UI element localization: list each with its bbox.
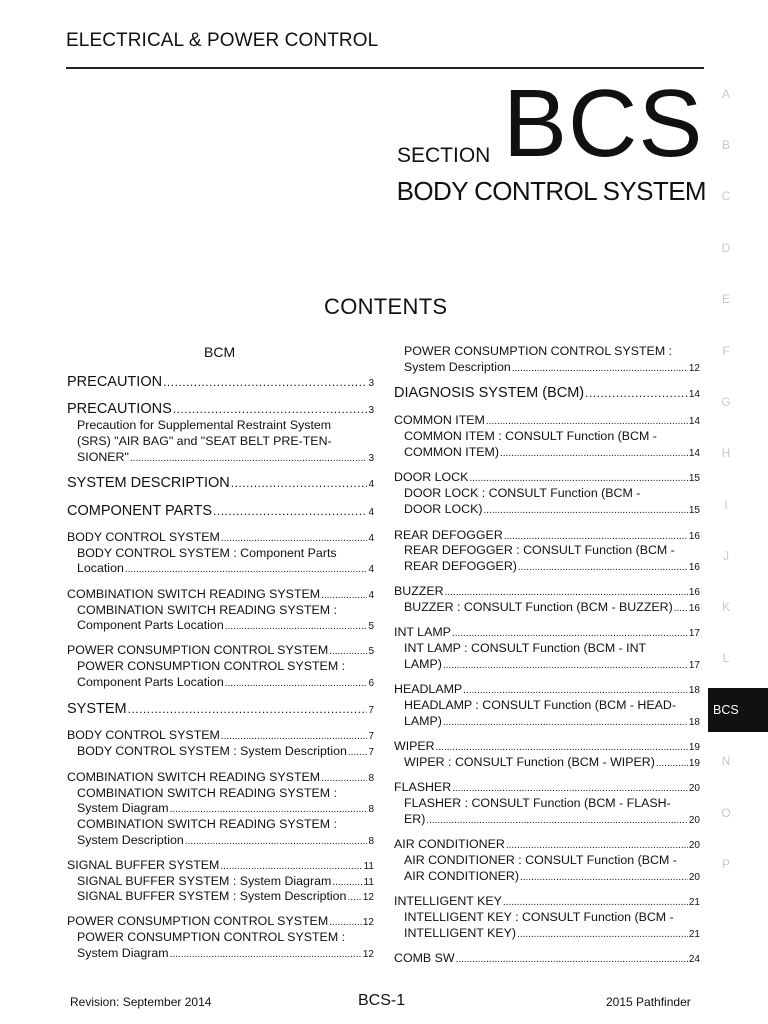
- toc-entry-page: 20: [688, 783, 700, 794]
- toc-entry[interactable]: [404, 714, 700, 728]
- toc-entry[interactable]: [77, 946, 374, 960]
- toc-entry-page: 4: [368, 564, 374, 575]
- toc-entry-page: 18: [688, 717, 700, 728]
- toc-dot-leader: [520, 872, 688, 883]
- toc-entry-title: Location: [77, 561, 124, 575]
- section-tab-letter[interactable]: A: [721, 87, 730, 101]
- toc-entry-page: 21: [688, 897, 700, 908]
- toc-entry-title: PRECAUTION: [67, 374, 163, 390]
- toc-entry-page: 20: [688, 815, 700, 826]
- toc-entry-title: System Description: [404, 360, 511, 374]
- section-code: BCS: [503, 70, 704, 177]
- toc-entry[interactable]: [67, 643, 374, 657]
- toc-entry-page: 11: [363, 861, 374, 872]
- toc-entry[interactable]: [67, 401, 374, 417]
- toc-entry-title: COMBINATION SWITCH READING SYSTEM: [67, 770, 321, 784]
- section-name: BODY CONTROL SYSTEM: [396, 176, 706, 206]
- toc-entry[interactable]: [404, 869, 700, 883]
- toc-entry[interactable]: [404, 502, 700, 516]
- toc-entry[interactable]: [77, 675, 374, 689]
- toc-entry-title: WIPER : CONSULT Function (BCM - WIPER): [404, 755, 655, 769]
- toc-dot-leader: [426, 815, 688, 826]
- toc-entry[interactable]: [394, 470, 700, 484]
- toc-entry-page: 15: [688, 505, 700, 516]
- section-tab-letter[interactable]: H: [721, 446, 731, 460]
- toc-entry-page: 8: [368, 773, 374, 784]
- toc-dot-leader: [443, 660, 688, 671]
- toc-entry-title: BUZZER : CONSULT Function (BCM - BUZZER): [404, 600, 673, 614]
- toc-dot-leader: [486, 416, 688, 427]
- toc-entry-title: BODY CONTROL SYSTEM: [67, 530, 220, 544]
- toc-entry[interactable]: [67, 503, 374, 519]
- toc-entry[interactable]: [77, 450, 374, 464]
- contents-title: CONTENTS: [324, 294, 448, 319]
- toc-dot-leader: [436, 742, 688, 753]
- toc-dot-leader: [225, 678, 368, 689]
- toc-entry[interactable]: [404, 755, 700, 769]
- toc-entry[interactable]: [394, 837, 700, 851]
- toc-entry-title: Component Parts Location: [77, 618, 224, 632]
- toc-entry-page: 3: [368, 378, 374, 389]
- toc-dot-leader: [443, 717, 688, 728]
- section-tab-letter[interactable]: C: [721, 189, 731, 203]
- toc-entry[interactable]: [394, 951, 700, 965]
- toc-entry-page: 3: [368, 405, 374, 416]
- toc-entry-continuation: COMBINATION SWITCH READING SYSTEM :: [77, 817, 337, 831]
- toc-entry-title: COMB SW: [394, 951, 455, 965]
- toc-dot-leader: [173, 402, 368, 416]
- toc-entry-title: DIAGNOSIS SYSTEM (BCM): [394, 385, 585, 401]
- section-tab-letter[interactable]: E: [721, 292, 730, 306]
- toc-dot-leader: [348, 747, 368, 758]
- toc-entry[interactable]: [394, 413, 700, 427]
- toc-entry[interactable]: [394, 739, 700, 753]
- toc-entry[interactable]: [394, 385, 700, 401]
- toc-entry-page: 18: [688, 685, 700, 696]
- toc-entry[interactable]: [67, 858, 374, 872]
- toc-entry-page: 14: [688, 448, 700, 459]
- toc-entry-page: 19: [688, 742, 700, 753]
- toc-entry[interactable]: [404, 926, 700, 940]
- toc-dot-leader: [170, 804, 368, 815]
- section-tab-letter[interactable]: G: [721, 395, 731, 409]
- toc-dot-leader: [517, 929, 688, 940]
- toc-entry-page: 7: [368, 747, 374, 758]
- toc-entry[interactable]: [77, 618, 374, 632]
- toc-entry-title: SIONER": [77, 450, 129, 464]
- toc-entry-title: ER): [404, 812, 426, 826]
- toc-entry[interactable]: [67, 914, 374, 928]
- toc-entry-continuation: BODY CONTROL SYSTEM : Component Parts: [77, 546, 337, 560]
- toc-dot-leader: [231, 476, 368, 490]
- toc-entry-page: 12: [688, 363, 700, 374]
- toc-entry-title: INT LAMP: [394, 625, 451, 639]
- section-word: SECTION: [397, 144, 491, 167]
- toc-entry-page: 14: [688, 416, 700, 427]
- toc-dot-leader: [469, 473, 688, 484]
- toc-entry-continuation: INT LAMP : CONSULT Function (BCM - INT: [404, 641, 647, 655]
- toc-entry-title: INTELLIGENT KEY): [404, 926, 517, 940]
- toc-entry-title: System Diagram: [77, 946, 169, 960]
- toc-entry[interactable]: [404, 657, 700, 671]
- toc-entry-page: 4: [368, 590, 374, 601]
- toc-entry-page: 12: [362, 949, 374, 960]
- toc-entry-page: 3: [368, 453, 374, 464]
- toc-entry-page: 20: [688, 872, 700, 883]
- toc-dot-leader: [220, 861, 362, 872]
- toc-entry-title: COMMON ITEM: [394, 413, 485, 427]
- toc-dot-leader: [506, 840, 688, 851]
- toc-entry-page: 16: [688, 587, 700, 598]
- toc-entry[interactable]: [394, 625, 700, 639]
- toc-entry-continuation: POWER CONSUMPTION CONTROL SYSTEM :: [77, 659, 346, 673]
- section-tab-letter[interactable]: F: [722, 344, 730, 358]
- toc-entry-title: HEADLAMP: [394, 682, 463, 696]
- toc-dot-leader: [504, 531, 688, 542]
- section-tab-letter[interactable]: O: [721, 806, 731, 820]
- toc-entry-title: WIPER: [394, 739, 435, 753]
- section-tab-letter[interactable]: B: [721, 138, 730, 152]
- toc-entry-title: AIR CONDITIONER): [404, 869, 519, 883]
- toc-entry-title: POWER CONSUMPTION CONTROL SYSTEM: [67, 914, 329, 928]
- toc-dot-leader: [483, 505, 687, 516]
- section-tab-letter[interactable]: L: [722, 651, 730, 665]
- toc-dot-leader: [221, 731, 368, 742]
- header-divider: [66, 67, 704, 69]
- toc-entry-title: DOOR LOCK: [394, 470, 469, 484]
- toc-entry-title: COMPONENT PARTS: [67, 503, 213, 519]
- toc-entry-title: INTELLIGENT KEY: [394, 894, 502, 908]
- toc-dot-leader: [170, 949, 362, 960]
- section-tab-letter[interactable]: P: [721, 857, 730, 871]
- toc-dot-leader: [213, 504, 367, 518]
- toc-entry-continuation: COMBINATION SWITCH READING SYSTEM :: [77, 603, 337, 617]
- toc-entry-page: 11: [363, 877, 374, 888]
- toc-dot-leader: [332, 877, 362, 888]
- toc-entry-page: 7: [368, 731, 374, 742]
- toc-entry[interactable]: [404, 445, 700, 459]
- toc-entry[interactable]: [67, 530, 374, 544]
- toc-dot-leader: [503, 897, 688, 908]
- toc-dot-leader: [128, 702, 368, 716]
- toc-entry[interactable]: [77, 561, 374, 575]
- toc-entry-title: System Description: [77, 833, 184, 847]
- toc-entry-page: 5: [368, 646, 374, 657]
- toc-entry-page: 8: [368, 804, 374, 815]
- toc-entry[interactable]: [77, 889, 374, 903]
- toc-entry-title: BODY CONTROL SYSTEM: [67, 728, 220, 742]
- toc-dot-leader: [130, 453, 368, 464]
- toc-entry-title: SIGNAL BUFFER SYSTEM : System Description: [77, 889, 347, 903]
- toc-entry[interactable]: [394, 682, 700, 696]
- toc-entry[interactable]: [404, 812, 700, 826]
- toc-entry-page: 16: [688, 603, 700, 614]
- toc-entry[interactable]: [67, 587, 374, 601]
- toc-entry-page: 17: [688, 660, 700, 671]
- toc-entry-title: LAMP): [404, 714, 442, 728]
- toc-entry-continuation: REAR DEFOGGER : CONSULT Function (BCM -: [404, 543, 675, 557]
- toc-dot-leader: [225, 621, 368, 632]
- section-tab-letter[interactable]: J: [723, 549, 729, 563]
- footer-page-number: BCS-1: [358, 992, 406, 1009]
- toc-entry-title: REAR DEFOGGER: [394, 528, 503, 542]
- toc-entry-continuation: Precaution for Supplemental Restraint System: [77, 418, 332, 432]
- toc-entry[interactable]: [67, 701, 374, 717]
- toc-entry-title: SYSTEM DESCRIPTION: [67, 475, 230, 491]
- toc-dot-leader: [125, 564, 368, 575]
- toc-entry-title: Component Parts Location: [77, 675, 224, 689]
- toc-entry-page: 17: [688, 628, 700, 639]
- toc-dot-leader: [445, 587, 688, 598]
- toc-entry-page: 19: [688, 758, 700, 769]
- toc-dot-leader: [185, 836, 368, 847]
- toc-entry-title: SIGNAL BUFFER SYSTEM : System Diagram: [77, 874, 332, 888]
- toc-dot-leader: [329, 917, 362, 928]
- toc-dot-leader: [329, 646, 367, 657]
- toc-entry-title: BODY CONTROL SYSTEM : System Description: [77, 744, 347, 758]
- toc-entry[interactable]: [404, 360, 700, 374]
- section-tab-active[interactable]: BCS: [708, 688, 768, 732]
- toc-dot-leader: [463, 685, 688, 696]
- toc-entry-continuation: HEADLAMP : CONSULT Function (BCM - HEAD-: [404, 698, 676, 712]
- toc-entry[interactable]: [67, 770, 374, 784]
- toc-entry-title: COMMON ITEM): [404, 445, 499, 459]
- toc-entry-continuation: POWER CONSUMPTION CONTROL SYSTEM :: [77, 930, 346, 944]
- toc-dot-leader: [452, 628, 688, 639]
- toc-entry-page: 8: [368, 836, 374, 847]
- toc-dot-leader: [456, 954, 688, 965]
- contents-group-label: BCM: [204, 344, 236, 360]
- toc-entry-page: 12: [362, 892, 374, 903]
- toc-dot-leader: [585, 386, 688, 400]
- toc-entry-page: 7: [368, 705, 374, 716]
- toc-entry[interactable]: [404, 600, 700, 614]
- toc-entry-page: 21: [688, 929, 700, 940]
- toc-entry-title: SYSTEM: [67, 701, 127, 717]
- toc-entry[interactable]: [77, 833, 374, 847]
- footer-model: 2015 Pathfinder: [606, 995, 691, 1009]
- toc-entry-title: FLASHER: [394, 780, 452, 794]
- section-tab-letter[interactable]: N: [721, 754, 731, 768]
- toc-entry[interactable]: [67, 728, 374, 742]
- toc-entry-title: BUZZER: [394, 584, 444, 598]
- toc-dot-leader: [452, 783, 688, 794]
- section-tab-letter[interactable]: K: [721, 600, 730, 614]
- toc-entry[interactable]: [394, 528, 700, 542]
- toc-entry[interactable]: [394, 894, 700, 908]
- toc-entry-page: 16: [688, 562, 700, 573]
- toc-dot-leader: [347, 892, 361, 903]
- toc-entry[interactable]: [394, 780, 700, 794]
- toc-entry[interactable]: [394, 584, 700, 598]
- toc-entry[interactable]: [77, 801, 374, 815]
- toc-entry-title: PRECAUTIONS: [67, 401, 172, 417]
- section-tab-letter[interactable]: I: [724, 498, 728, 512]
- toc-entry-page: 12: [362, 917, 374, 928]
- toc-entry-continuation: INTELLIGENT KEY : CONSULT Function (BCM -: [404, 910, 674, 924]
- toc-entry-page: 4: [368, 479, 374, 490]
- toc-entry-continuation: (SRS) "AIR BAG" and "SEAT BELT PRE-TEN-: [77, 434, 332, 448]
- toc-entry[interactable]: [77, 874, 374, 888]
- toc-entry-continuation: FLASHER : CONSULT Function (BCM - FLASH-: [404, 796, 671, 810]
- toc-entry-page: 15: [688, 473, 700, 484]
- toc-entry-continuation: COMBINATION SWITCH READING SYSTEM :: [77, 786, 337, 800]
- toc-entry-continuation: AIR CONDITIONER : CONSULT Function (BCM -: [404, 853, 677, 867]
- toc-dot-leader: [500, 448, 688, 459]
- toc-entry-page: 20: [688, 840, 700, 851]
- toc-entry-title: POWER CONSUMPTION CONTROL SYSTEM: [67, 643, 329, 657]
- toc-entry-page: 4: [368, 507, 374, 518]
- toc-entry[interactable]: [77, 744, 374, 758]
- toc-entry-title: COMBINATION SWITCH READING SYSTEM: [67, 587, 321, 601]
- toc-entry-title: DOOR LOCK): [404, 502, 483, 516]
- toc-entry-page: 6: [368, 678, 374, 689]
- toc-dot-leader: [674, 603, 688, 614]
- toc-dot-leader: [321, 773, 367, 784]
- toc-entry-title: System Diagram: [77, 801, 169, 815]
- footer-revision: Revision: September 2014: [70, 995, 212, 1009]
- toc-entry-page: 16: [688, 531, 700, 542]
- toc-entry-title: LAMP): [404, 657, 442, 671]
- toc-dot-leader: [321, 590, 367, 601]
- toc-entry-page: 24: [688, 954, 700, 965]
- toc-entry-title: SIGNAL BUFFER SYSTEM: [67, 858, 220, 872]
- toc-entry-continuation: COMMON ITEM : CONSULT Function (BCM -: [404, 429, 657, 443]
- toc-entry[interactable]: [67, 475, 374, 491]
- toc-entry-continuation: POWER CONSUMPTION CONTROL SYSTEM :: [404, 344, 673, 358]
- toc-entry-title: REAR DEFOGGER): [404, 559, 517, 573]
- toc-dot-leader: [518, 562, 688, 573]
- toc-dot-leader: [656, 758, 688, 769]
- toc-entry-continuation: DOOR LOCK : CONSULT Function (BCM -: [404, 486, 641, 500]
- toc-entry-page: 14: [688, 389, 700, 400]
- toc-dot-leader: [512, 363, 688, 374]
- toc-entry-page: 5: [368, 621, 374, 632]
- toc-dot-leader: [163, 375, 367, 389]
- toc-entry-title: AIR CONDITIONER: [394, 837, 505, 851]
- toc-dot-leader: [221, 533, 368, 544]
- toc-entry[interactable]: [404, 559, 700, 573]
- header-title: ELECTRICAL & POWER CONTROL: [66, 30, 379, 51]
- section-tab-letter[interactable]: D: [721, 241, 731, 255]
- toc-entry[interactable]: [67, 374, 374, 390]
- toc-entry-page: 4: [368, 533, 374, 544]
